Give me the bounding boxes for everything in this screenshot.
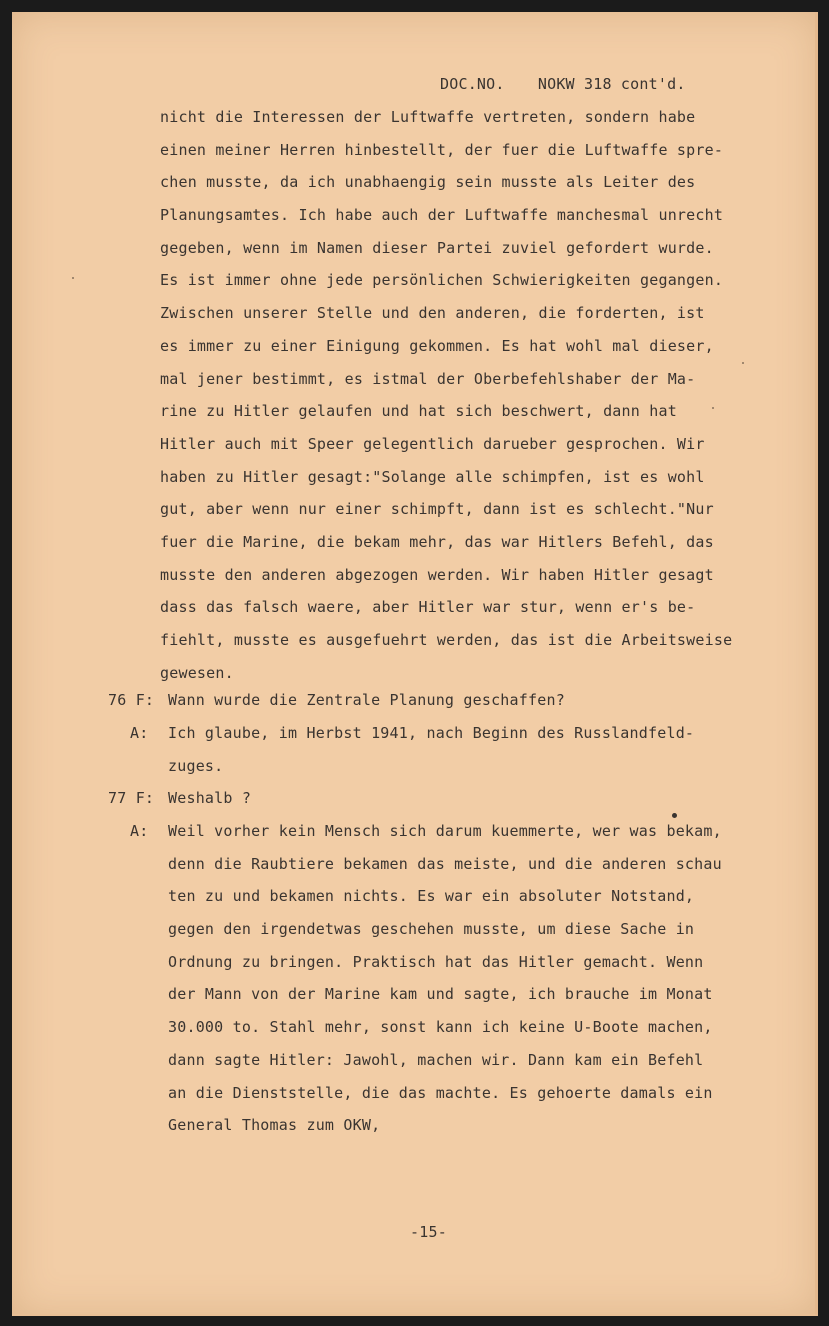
text-line: fuer die Marine, die bekam mehr, das war Hitlers Befehl, das	[160, 532, 714, 551]
text-line: gut, aber wenn nur einer schimpft, dann ist es schlecht."Nur	[160, 500, 714, 519]
qa-text-line: an die Dienststelle, die das machte. Es gehoerte damals ein	[168, 1083, 713, 1102]
qa-label: A:	[130, 724, 149, 742]
text-line: haben zu Hitler gesagt:"Solange alle schimpfen, ist es wohl	[160, 467, 705, 486]
qa-text-line: der Mann von der Marine kam und sagte, ich brauche im Monat	[168, 985, 713, 1004]
qa-text-line: Ich glaube, im Herbst 1941, nach Beginn des Russlandfeld-	[168, 724, 695, 742]
qa-label: A:	[130, 822, 149, 840]
qa-text-line: Weshalb ?	[168, 789, 252, 807]
qa-label: 77 F:	[108, 789, 155, 807]
qa-text-line: denn die Raubtiere bekamen das meiste, und die anderen schau	[168, 854, 722, 873]
qa-text-line: General Thomas zum OKW,	[168, 1116, 381, 1135]
text-line: gegeben, wenn im Namen dieser Partei zuviel gefordert wurde.	[160, 238, 714, 257]
text-line: mal jener bestimmt, es istmal der Oberbefehlshaber der Ma-	[160, 369, 696, 388]
intro-paragraph	[160, 107, 732, 695]
text-line: gewesen.	[160, 663, 234, 682]
text-line: Es ist immer ohne jede persönlichen Schwierigkeiten gegangen.	[160, 271, 724, 290]
text-line: rine zu Hitler gelaufen und hat sich beschwert, dann hat	[160, 402, 677, 421]
paper-speck	[712, 407, 714, 409]
text-line: Planungsamtes. Ich habe auch der Luftwaffe manchesmal unrecht	[160, 206, 724, 225]
qa-text-line: 30.000 to. Stahl mehr, sonst kann ich keine U-Boote machen,	[168, 1018, 713, 1037]
qa-text-line: Ordnung zu bringen. Praktisch hat das Hitler gemacht. Wenn	[168, 952, 704, 971]
text-line: dass das falsch waere, aber Hitler war stur, wenn er's be-	[160, 598, 696, 617]
text-line: Hitler auch mit Speer gelegentlich darueber gesprochen. Wir	[160, 434, 705, 453]
text-line: nicht die Interessen der Luftwaffe vertreten, sondern habe	[160, 108, 696, 126]
qa-text-line: Weil vorher kein Mensch sich darum kuemmerte, wer was bekam,	[168, 822, 722, 840]
text-line: chen musste, da ich unabhaengig sein musste als Leiter des	[160, 173, 696, 192]
text-line: fiehlt, musste es ausgefuehrt werden, das ist die Arbeitsweise	[160, 631, 733, 649]
paper-speck	[72, 277, 74, 279]
qa-text-line: zuges.	[168, 756, 224, 775]
text-line: es immer zu einer Einigung gekommen. Es hat wohl mal dieser,	[160, 336, 714, 355]
qa-label: 76 F:	[108, 691, 155, 709]
doc-header	[440, 74, 710, 94]
paper-speck	[742, 362, 744, 364]
qa-text-line: gegen den irgendetwas geschehen musste, um diese Sache in	[168, 920, 695, 939]
document-page	[12, 12, 818, 1316]
qa-text-line: Wann wurde die Zentrale Planung geschaffen?	[168, 691, 565, 709]
text-line: einen meiner Herren hinbestellt, der fuer die Luftwaffe spre-	[160, 140, 724, 159]
text-line: musste den anderen abgezogen werden. Wir haben Hitler gesagt	[160, 565, 714, 584]
text-line: Zwischen unserer Stelle und den anderen, die forderten, ist	[160, 304, 705, 323]
page-number: -15-	[410, 1223, 447, 1241]
qa-text-line: dann sagte Hitler: Jawohl, machen wir. Dann kam ein Befehl	[168, 1050, 704, 1069]
doc-number: NOKW 318 cont'd.	[537, 75, 686, 93]
ink-dot	[672, 813, 677, 818]
doc-label: DOC.NO.	[440, 75, 505, 93]
qa-text-line: ten zu und bekamen nichts. Es war ein absoluter Notstand,	[168, 887, 695, 906]
